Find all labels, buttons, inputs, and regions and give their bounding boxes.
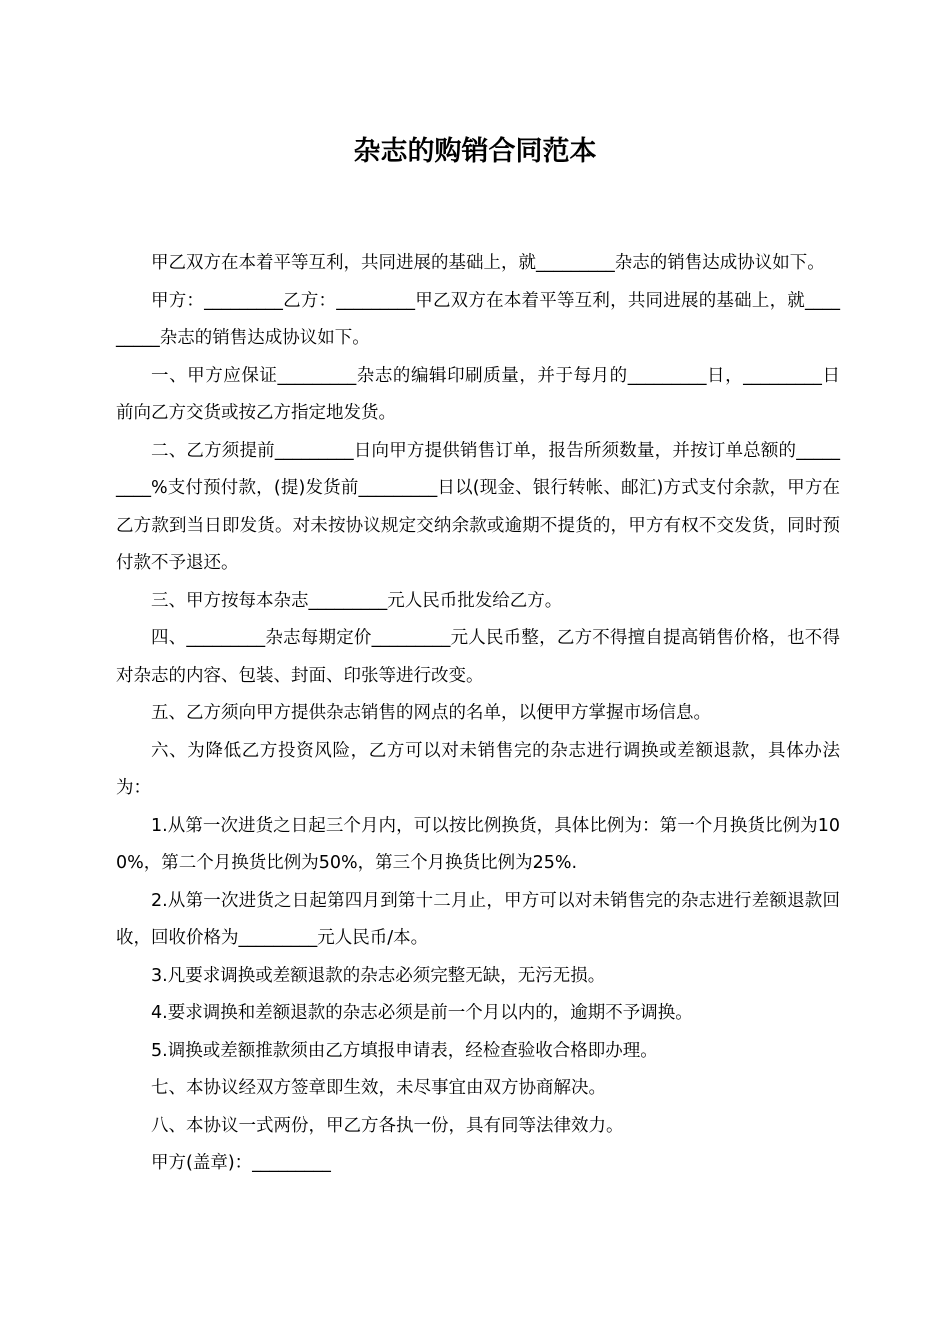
parties-paragraph: 甲方：_________乙方：_________甲乙双方在本着平等互利，共同进展的基础上，就_________杂志的销售达成协议如下。 xyxy=(116,290,840,348)
clause-6: 六、为降低乙方投资风险，乙方可以对未销售完的杂志进行调换或差额退款，具体办法为： xyxy=(116,740,840,798)
clause-6-item-1: 1.从第一次进货之日起三个月内，可以按比例换货，具体比例为：第一个月换货比例为100%，第二个月换货比例为50%，第三个月换货比例为25%. xyxy=(116,815,840,873)
signature-line-party-a: 甲方(盖章)：_________ xyxy=(151,1153,331,1173)
document-title: 杂志的购销合同范本 xyxy=(353,136,597,167)
clause-6-item-3: 3.凡要求调换或差额退款的杂志必须完整无缺，无污无损。 xyxy=(151,965,606,986)
clause-6-item-4: 4.要求调换和差额退款的杂志必须是前一个月以内的，逾期不予调换。 xyxy=(151,1003,693,1023)
clause-3: 三、甲方按每本杂志_________元人民币批发给乙方。 xyxy=(151,590,563,611)
clause-7: 七、本协议经双方签章即生效，未尽事宜由双方协商解决。 xyxy=(151,1078,606,1098)
intro-paragraph: 甲乙双方在本着平等互利，共同进展的基础上，就_________杂志的销售达成协议如下。 xyxy=(151,253,825,273)
clause-6-item-2: 2.从第一次进货之日起第四月到第十二月止，甲方可以对未销售完的杂志进行差额退款回收，回收价格为_________元人民币/本。 xyxy=(116,890,840,948)
clause-8: 八、本协议一式两份，甲乙方各执一份，具有同等法律效力。 xyxy=(151,1115,624,1136)
clause-4: 四、_________杂志每期定价_________元人民币整，乙方不得擅自提高销售价格，也不得对杂志的内容、包装、封面、印张等进行改变。 xyxy=(116,628,840,686)
clause-2: 二、乙方须提前_________日向甲方提供销售订单，报告所须数量，并按订单总额的_________%支付预付款，(提)发货前_________日以(现金、银行转帐、邮汇)方式支付余款，甲方在乙方款到当日即发货。对未按协议规定交纳余款或逾期不提货的，甲方有权不交发货，同时预付款不予退还。 xyxy=(116,440,840,573)
contract-body xyxy=(116,245,840,1183)
clause-5: 五、乙方须向甲方提供杂志销售的网点的名单，以便甲方掌握市场信息。 xyxy=(151,703,711,723)
clause-6-item-5: 5.调换或差额推款须由乙方填报申请表，经检查验收合格即办理。 xyxy=(151,1040,658,1061)
clause-1: 一、甲方应保证_________杂志的编辑印刷质量，并于每月的_________日，_________日前向乙方交货或按乙方指定地发货。 xyxy=(116,365,840,423)
